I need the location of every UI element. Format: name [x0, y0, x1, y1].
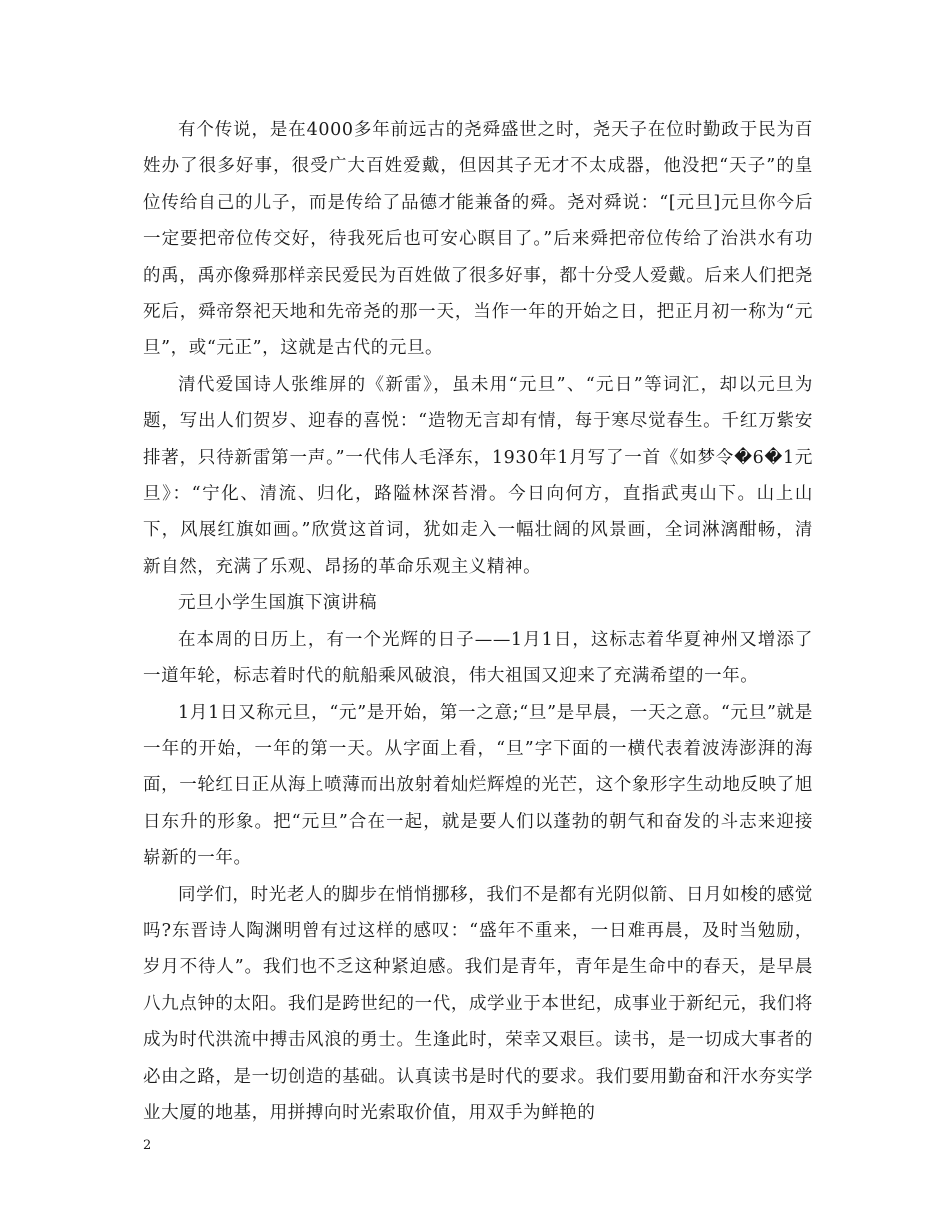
paragraph-intro: 在本周的日历上，有一个光辉的日子——1月1日，这标志着华夏神州又增添了一道年轮，标志着时代的航船乘风破浪，伟大祖国又迎来了充满希望的一年。 — [143, 629, 813, 687]
document-body — [143, 112, 813, 1131]
paragraph-legend-of-yuandan: 有个传说，是在4000多年前远古的尧舜盛世之时，尧天子在位时勤政于民为百姓办了很多好事，很受广大百姓爱戴，但因其子无才不太成器，他没把“天子”的皇位传给自己的儿子，而是传给了品德才能兼备的舜。尧对舜说：“[元旦]元旦你今后一定要把帝位传交好，待我死后也可安心瞑目了。”后来舜把帝位传给了治洪水有功的禹，禹亦像舜那样亲民爱民为百姓做了很多好事，都十分受人爱戴。后来人们把尧死后，舜帝祭祀天地和先帝尧的那一天，当作一年的开始之日，把正月初一称为“元旦”，或“元正”，这就是古代的元旦。 — [143, 120, 813, 359]
page-number: 2 — [143, 1138, 152, 1153]
paragraph-students: 同学们，时光老人的脚步在悄悄挪移，我们不是都有光阴似箭、日月如梭的感觉吗?东晋诗人陶渊明曾有过这样的感叹：“盛年不重来，一日难再晨，及时当勉励，岁月不待人”。我们也不乏这种紧迫感。我们是青年，青年是生命中的春天，是早晨八九点钟的太阳。我们是跨世纪的一代，成学业于本世纪，成事业于新纪元，我们将成为时代洪流中搏击风浪的勇士。生逢此时，荣幸又艰巨。读书，是一切成大事者的必由之路，是一切创造的基础。认真读书是时代的要求。我们要用勤奋和汗水夯实学业大厦的地基，用拼搏向时光索取价值，用双手为鲜艳的 — [143, 884, 813, 1123]
paragraph-poems: 清代爱国诗人张维屏的《新雷》，虽未用“元旦”、“元日”等词汇，却以元旦为题，写出人们贺岁、迎春的喜悦：“造物无言却有情，每于寒尽觉春生。千红万紫安排著，只待新雷第一声。”一代伟人毛泽东，1930年1月写了一首《如梦令�6�1元旦》：“宁化、清流、归化，路隘林深苔滑。今日向何方，直指武夷山下。山上山下，风展红旗如画。”欣赏这首词，犹如走入一幅壮阔的风景画，全词淋漓酣畅，清新自然，充满了乐观、昂扬的革命乐观主义精神。 — [143, 374, 813, 577]
section-heading: 元旦小学生国旗下演讲稿 — [178, 593, 378, 614]
paragraph-meaning: 1月1日又称元旦，“元”是开始，第一之意;“旦”是早晨，一天之意。“元旦”就是一年的开始，一年的第一天。从字面上看，“旦”字下面的一横代表着波涛澎湃的海面，一轮红日正从海上喷薄而出放射着灿烂辉煌的光芒，这个象形字生动地反映了旭日东升的形象。把“元旦”合在一起，就是要人们以蓬勃的朝气和奋发的斗志来迎接崭新的一年。 — [143, 702, 813, 869]
